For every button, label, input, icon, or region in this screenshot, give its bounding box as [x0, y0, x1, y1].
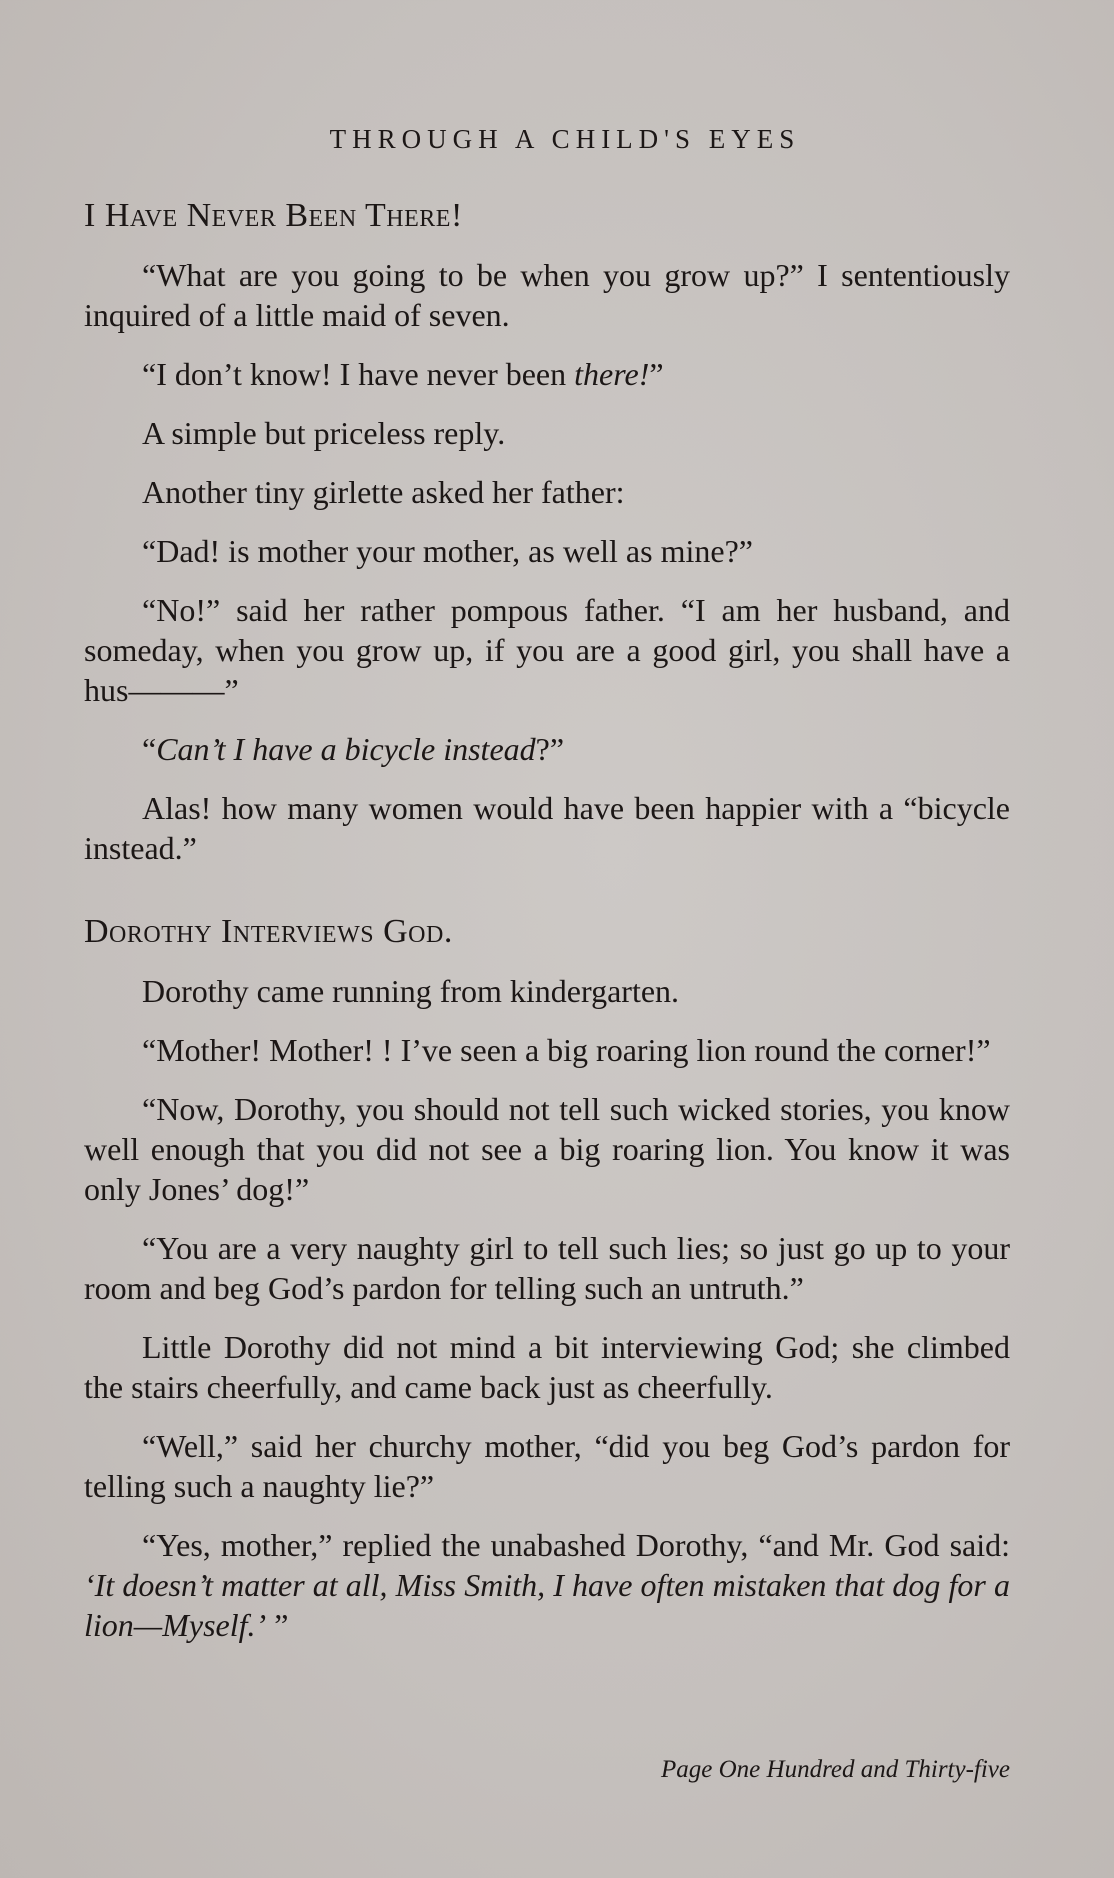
paragraph: “Dad! is mother your mother, as well as mine?”: [142, 533, 753, 569]
paragraph: Alas! how many women would have been happier with a “bicycle instead.”: [84, 790, 1010, 866]
paragraph: [84, 729, 1010, 769]
paragraph: Dorothy came running from kindergarten.: [142, 973, 680, 1009]
italic-text: ‘It doesn’t matter at all, Miss Smith, I have often mistaken that dog for a lion—Myself.’: [84, 1567, 1010, 1643]
text-run: ”: [266, 1607, 289, 1643]
paragraph: Another tiny girlette asked her father:: [142, 474, 625, 510]
page-content: [84, 196, 1010, 1645]
paragraph: “What are you going to be when you grow up?” I sententiously inquired of a little maid of seven.: [84, 257, 1010, 333]
text-run: “Yes, mother,” replied the unabashed Dorothy, “and Mr. God said:: [142, 1527, 1010, 1563]
paragraph: “No!” said her rather pompous father. “I am her husband, and someday, when you grow up, if you are a good girl, you shall have a hus———”: [84, 592, 1010, 708]
italic-text: there!: [574, 356, 650, 392]
paragraph: “Mother! Mother! ! I’ve seen a big roaring lion round the corner!”: [142, 1032, 991, 1068]
italic-text: Can’t I have a bicycle instead: [156, 731, 536, 767]
section-title-dorothy-interviews-god: Dorothy Interviews God.: [84, 913, 453, 950]
paragraph: Little Dorothy did not mind a bit interviewing God; she climbed the stairs cheerfully, and came back just as cheerfully.: [84, 1329, 1010, 1405]
text-run: “: [142, 731, 157, 767]
text-run: “I don’t know! I have never been: [142, 356, 575, 392]
text-run: ”: [649, 356, 664, 392]
paragraph: [84, 354, 1010, 394]
paragraph: “Well,” said her churchy mother, “did you beg God’s pardon for telling such a naughty lie?”: [84, 1428, 1010, 1504]
page-number: Page One Hundred and Thirty-five: [661, 1756, 1010, 1783]
paragraph: “You are a very naughty girl to tell such lies; so just go up to your room and beg God’s pardon for telling such an untruth.”: [84, 1230, 1010, 1306]
paragraph: A simple but priceless reply.: [142, 415, 506, 451]
paragraph: “Now, Dorothy, you should not tell such wicked stories, you know well enough that you did not see a big roaring lion. You know it was only Jones’ dog!”: [84, 1091, 1010, 1207]
section-title-never-been-there: I Have Never Been There!: [84, 197, 463, 234]
paragraph: [84, 1525, 1010, 1645]
running-head: THROUGH A CHILD'S EYES: [329, 124, 801, 154]
text-run: ?”: [535, 731, 565, 767]
